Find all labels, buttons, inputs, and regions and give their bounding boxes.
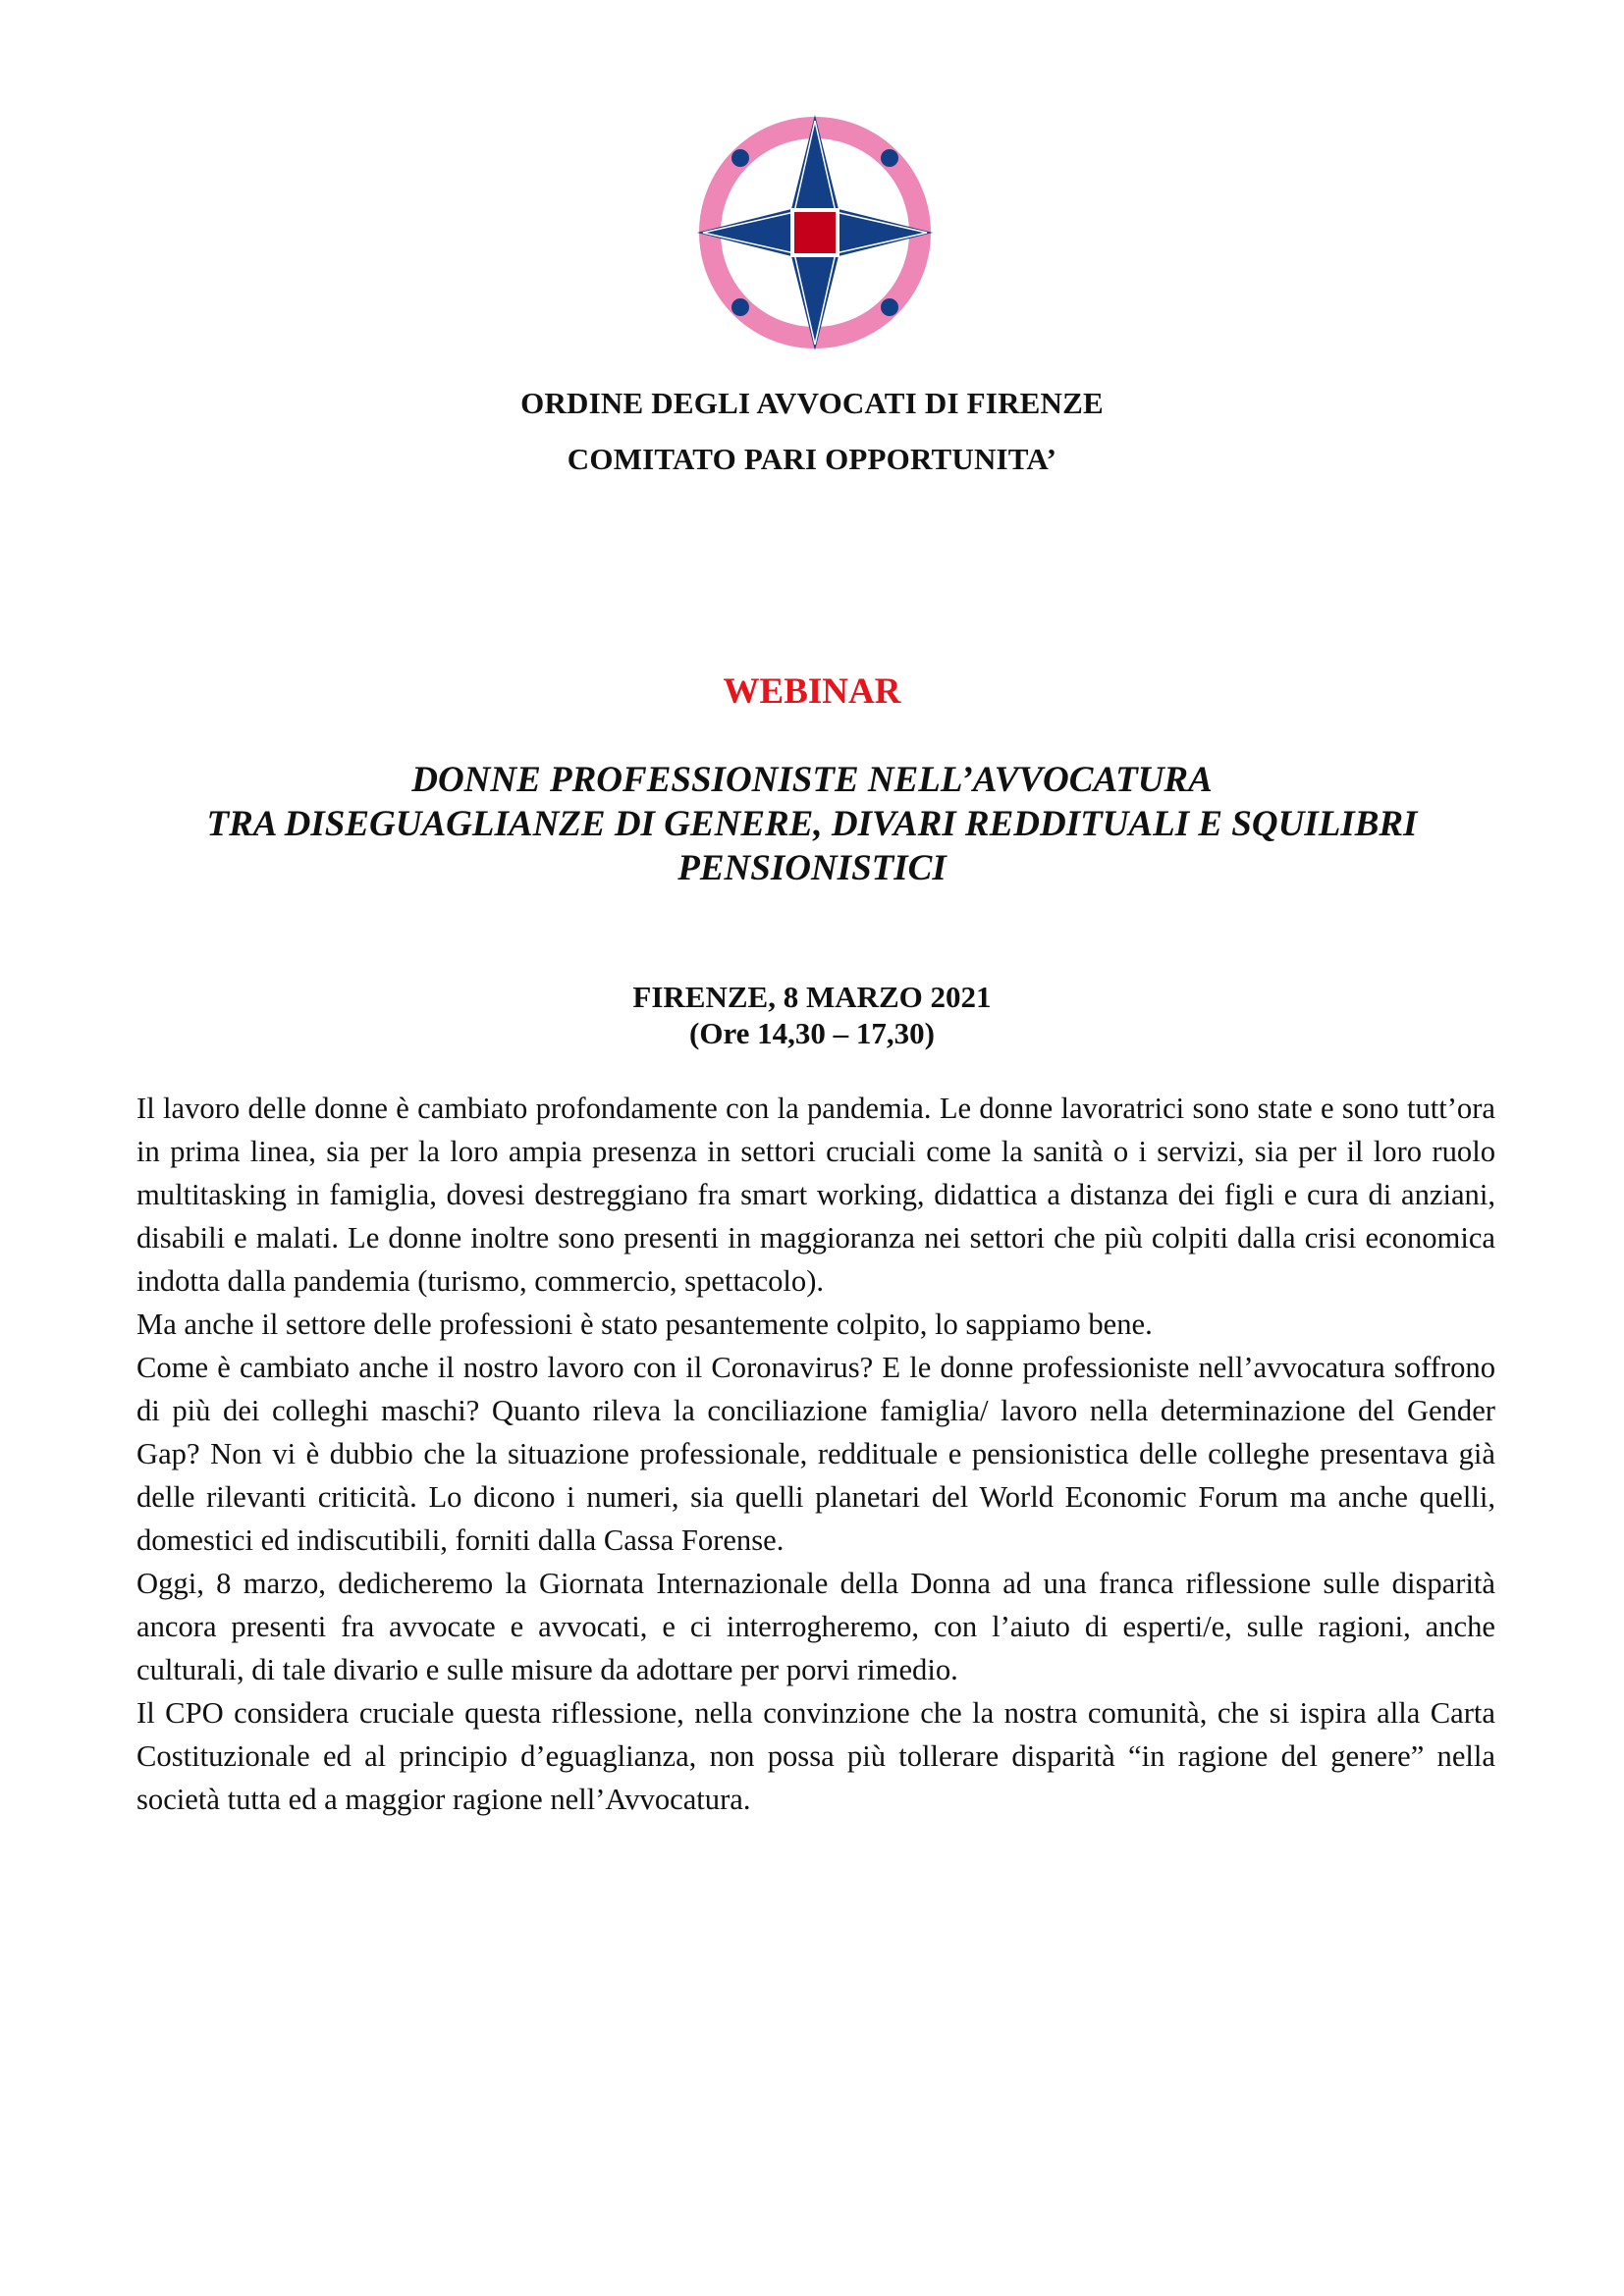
event-title-line: DONNE PROFESSIONISTE NELL’AVVOCATURA: [411, 760, 1213, 800]
compass-rose-logo-icon: [697, 115, 933, 350]
committee-name: COMITATO PARI OPPORTUNITA’: [567, 442, 1057, 476]
webinar-label: WEBINAR: [723, 671, 901, 712]
logo-center-square: [792, 210, 838, 255]
event-title: [118, 758, 1506, 890]
body-paragraph: Oggi, 8 marzo, dedicheremo la Giornata Internazionale della Donna ad una franca riflessione sulle disparità ancora presenti fra avvocate e avvocati, e ci interrogheremo, con l’aiuto di esperti/e, sulle ragioni, anche culturali, di tale divario e sulle misure da adottare per porvi rimedio.: [136, 1567, 1495, 1686]
event-date: FIRENZE, 8 MARZO 2021: [632, 980, 992, 1014]
event-title-line: TRA DISEGUAGLIANZE DI GENERE, DIVARI REDDITUALI E SQUILIBRI: [206, 804, 1418, 844]
event-time: (Ore 14,30 – 17,30): [689, 1016, 935, 1050]
event-date-block: [0, 979, 1624, 1051]
body-text: [136, 1087, 1495, 1821]
event-title-line: PENSIONISTICI: [677, 848, 947, 888]
logo-dot-top-left: [731, 149, 749, 167]
body-paragraph: Il lavoro delle donne è cambiato profondamente con la pandemia. Le donne lavoratrici sono state e sono tutt’ora in prima linea, sia per la loro ampia presenza in settori cruciali come la sanità o i servizi, sia per il loro ruolo multitasking in famiglia, dovesi destreggiano fra smart working, didattica a distanza dei figli e cura di anziani, disabili e malati. Le donne inoltre sono presenti in maggioranza nei settori che più colpiti dalla crisi economica indotta dalla pandemia (turismo, commercio, spettacolo).: [136, 1092, 1495, 1298]
organization-name: ORDINE DEGLI AVVOCATI DI FIRENZE: [520, 386, 1104, 420]
body-paragraph: Il CPO considera cruciale questa riflessione, nella convinzione che la nostra comunità, che si ispira alla Carta Costituzionale ed al principio d’eguaglianza, non possa più tollerare disparità “in ragione del genere” nella società tutta ed a maggior ragione nell’Avvocatura.: [136, 1696, 1495, 1816]
logo-dot-bottom-right: [881, 298, 898, 316]
logo-dot-top-right: [881, 149, 898, 167]
body-paragraph: Come è cambiato anche il nostro lavoro con il Coronavirus? E le donne professioniste nell’avvocatura soffrono di più dei colleghi maschi? Quanto rileva la conciliazione famiglia/ lavoro nella determinazione del Gender Gap? Non vi è dubbio che la situazione professionale, reddituale e pensionistica delle colleghe presentava già delle rilevanti criticità. Lo dicono i numeri, sia quelli planetari del World Economic Forum ma anche quelli, domestici ed indiscutibili, forniti dalla Cassa Forense.: [136, 1351, 1495, 1557]
logo-dot-bottom-left: [731, 298, 749, 316]
body-paragraph: Ma anche il settore delle professioni è stato pesantemente colpito, lo sappiamo bene.: [136, 1308, 1153, 1341]
